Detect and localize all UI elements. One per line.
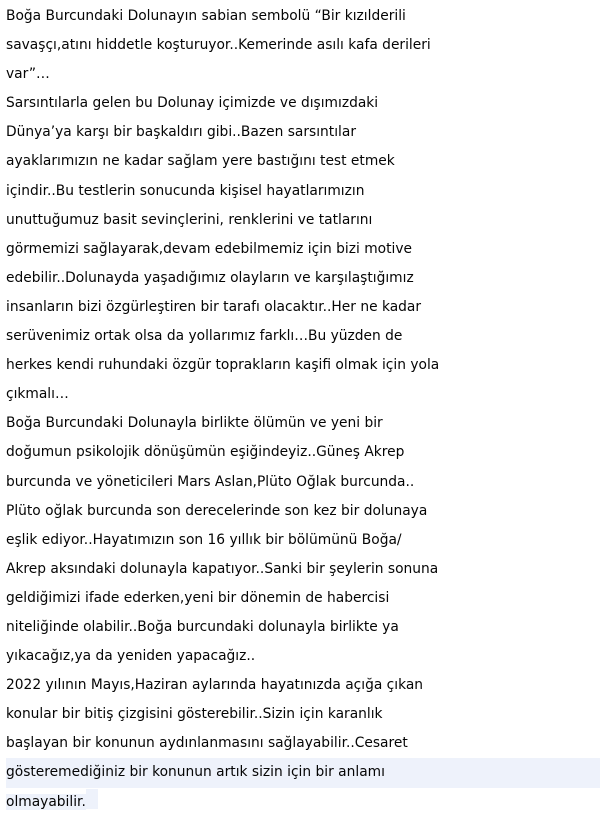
text-line: eşlik ediyor..Hayatımızın son 16 yıllık bir bölümünü Boğa/ — [6, 531, 402, 548]
text-line: başlayan bir konunun aydınlanmasını sağlayabilir..Cesaret — [6, 735, 408, 752]
selection-tail — [86, 789, 98, 809]
post-text — [6, 2, 600, 817]
text-line: herkes kendi ruhundaki özgür toprakların kaşifi olmak için yola — [6, 357, 440, 374]
text-line: görmemizi sağlayarak,devam edebilmemiz için bizi motive — [6, 240, 412, 257]
text-line-highlighted: gösteremediğiniz bir konunun artık sizin için bir anlamı — [6, 758, 600, 787]
text-line: yıkacağız,ya da yeniden yapacağız.. — [6, 648, 256, 665]
text-line: niteliğinde olabilir..Boğa burcundaki dolunayla birlikte ya — [6, 618, 399, 635]
text-line-last — [6, 788, 600, 817]
text-line: savaşçı,atını hiddetle koşturuyor..Kemerinde asılı kafa derileri — [6, 37, 431, 54]
text-line: doğumun psikolojik dönüşümün eşiğindeyiz..Güneş Akrep — [6, 444, 405, 461]
text-line: içindir..Bu testlerin sonucunda kişisel hayatlarımızın — [6, 182, 365, 199]
text-line: Plüto oğlak burcunda son derecelerinde son kez bir dolunaya — [6, 502, 428, 519]
text-line: var”… — [6, 66, 50, 83]
text-line: insanların bizi özgürleştiren bir tarafı olacaktır..Her ne kadar — [6, 298, 422, 315]
text-line: çıkmalı… — [6, 386, 69, 403]
text-line-highlighted: olmayabilir. — [6, 793, 86, 810]
text-line: serüvenimiz ortak olsa da yollarımız farklı…Bu yüzden de — [6, 328, 403, 345]
text-line: 2022 yılının Mayıs,Haziran aylarında hayatınızda açığa çıkan — [6, 677, 424, 694]
text-line: edebilir..Dolunayda yaşadığımız olayların ve karşılaştığımız — [6, 269, 414, 286]
text-line: Dünya’ya karşı bir başkaldırı gibi..Bazen sarsıntılar — [6, 124, 356, 141]
text-line: Akrep aksındaki dolunayla kapatıyor..Sanki bir şeylerin sonuna — [6, 560, 439, 577]
text-line: unuttuğumuz basit sevinçlerini, renklerini ve tatlarını — [6, 211, 373, 228]
text-line: Sarsıntılarla gelen bu Dolunay içimizde ve dışımızdaki — [6, 95, 379, 112]
text-line: konular bir bitiş çizgisini gösterebilir..Sizin için karanlık — [6, 706, 383, 723]
text-line: Boğa Burcundaki Dolunayın sabian sembolü “Bir kızılderili — [6, 8, 406, 24]
text-line: Boğa Burcundaki Dolunayla birlikte ölümün ve yeni bir — [6, 415, 383, 432]
text-line: geldiğimizi ifade ederken,yeni bir dönemin de habercisi — [6, 589, 390, 606]
text-line: ayaklarımızın ne kadar sağlam yere bastığını test etmek — [6, 153, 395, 170]
text-line: burcunda ve yöneticileri Mars Aslan,Plüto Oğlak burcunda.. — [6, 473, 415, 490]
